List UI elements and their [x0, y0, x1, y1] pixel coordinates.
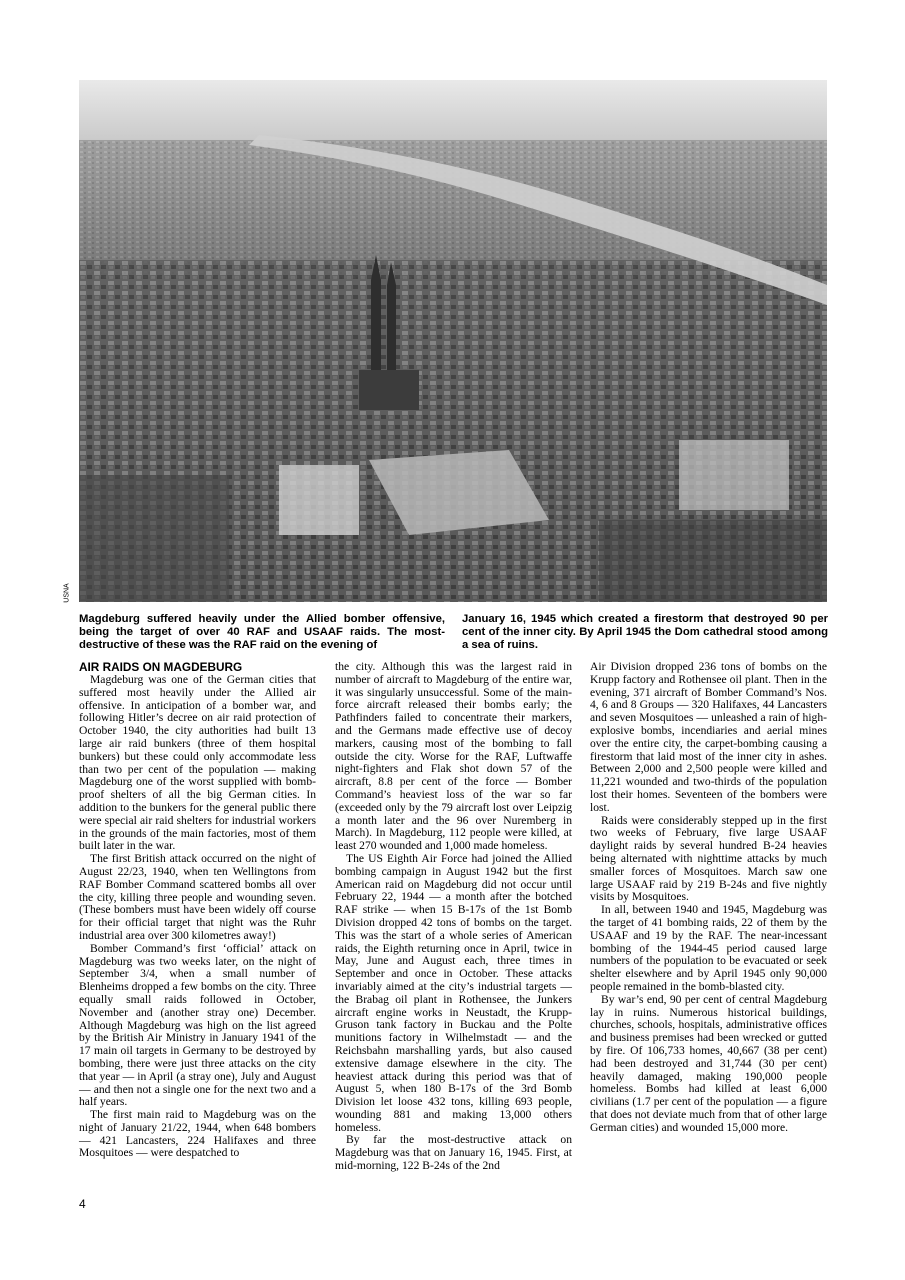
- photo-credit-text: USNA: [63, 583, 71, 603]
- paragraph: In all, between 1940 and 1945, Magdeburg was the target of 41 bombing raids, 22 of them by the USAAF and 19 by the RAF. The near-incessant bombing of the 1944-45 period caused large numbers of the population to be evacuated or seek shelter elsewhere and by April 1945 only 90,000 people remained in the bomb-blasted city.: [590, 903, 827, 993]
- paragraph: the city. Although this was the largest raid in number of aircraft to Magdeburg of the entire war, it was singularly unsuccessful. Some of the main-force aircraft released their bombs early; the Pathfinders failed to concentrate their markers, and the Germans made effective use of decoy markers, causing most of the bombing to fall outside the city. Worse for the RAF, Luftwaffe night-fighters and Flak shot down 57 of the aircraft, 8.8 per cent of the force — Bomber Command’s heaviest loss of the war so far (exceeded only by the 79 aircraft lost over Leipzig a month later and the 96 over Nuremberg in March). In Magdeburg, 112 people were killed, at least 270 wounded and 1,000 made homeless.: [335, 660, 572, 853]
- photo-credit: [60, 583, 74, 603]
- article-column-2: [335, 661, 572, 1173]
- photo-illustration: [79, 80, 827, 602]
- page-number: 4: [79, 1197, 86, 1211]
- photo-caption-part-1: Magdeburg suffered heavily under the Allied bomber offensive, being the target of over 40 RAF and USAAF raids. The most-destructive of these was the RAF raid on the evening of: [79, 613, 445, 652]
- paragraph: Magdeburg was one of the German cities that suffered most heavily under the Allied air offensive. In anticipation of a bomber war, and following Hitler’s decree on air raid protection of October 1940, the city authorities had built 13 large air raid bunkers (three of them hospital bunkers) but these could only accommodate less than two per cent of the population — making Magdeburg one of the worst supplied with bomb-proof shelters of all the big German cities. In addition to the bunkers for the general public there were special air raid shelters for industrial workers in the grounds of the main factories, most of them built later in the war.: [79, 673, 316, 853]
- paragraph: Raids were considerably stepped up in the first two weeks of February, five large USAAF daylight raids by several hundred B-24 heavies being alternated with nighttime attacks by much smaller forces of Mosquitoes. March saw one large USAAF raid by 219 B-24s and five nightly visits by Mosquitoes.: [590, 813, 827, 904]
- paragraph: Bomber Command’s first ‘official’ attack on Magdeburg was two weeks later, on the night of September 3/4, when a small number of Blenheims dropped a few bombs on the city. Three equally small raids followed in October, November and (another stray one) December. Although Magdeburg was high on the list agreed by the British Air Ministry in January 1941 of the 17 main oil targets in Germany to be destroyed by bombing, there were just three attacks on the city that year — in April (a stray one), July and August — and then not a single one for the next two and a half years.: [79, 941, 316, 1109]
- paragraph: The first British attack occurred on the night of August 22/23, 1940, when ten Wellingtons from RAF Bomber Command scattered bombs all over the city, killing three people and wounding seven. (These bombers must have been widely off course for their official target that night was the Ruhr industrial area over 300 kilometres away!): [79, 852, 316, 942]
- photo-caption-part-2: January 16, 1945 which created a firestorm that destroyed 90 per cent of the inner city. By April 1945 the Dom cathedral stood among a sea of ruins.: [462, 613, 828, 652]
- paragraph: Air Division dropped 236 tons of bombs on the Krupp factory and Rothensee oil plant. Then in the evening, 371 aircraft of Bomber Command’s Nos. 4, 6 and 8 Groups — 320 Halifaxes, 44 Lancasters and seven Mosquitoes — unleashed a rain of high-explosive bombs, incendiaries and aerial mines over the entire city, the carpet-bombing causing a firestorm that laid most of the inner city in ashes. Between 2,000 and 2,500 people were killed and 11,221 wounded and two-thirds of the population lost their homes. Seventeen of the bombers were lost.: [590, 660, 827, 814]
- article-column-3: [590, 661, 827, 1134]
- paragraph: The first main raid to Magdeburg was on the night of January 21/22, 1944, when 648 bombers — 421 Lancasters, 224 Halifaxes and three Mosquitoes — were despatched to: [79, 1108, 316, 1160]
- article-column-1: [79, 661, 316, 1160]
- section-heading: AIR RAIDS ON MAGDEBURG: [79, 660, 243, 674]
- paragraph: The US Eighth Air Force had joined the Allied bombing campaign in August 1942 but the first American raid on Magdeburg did not occur until February 22, 1944 — a month after the botched RAF strike — when 15 B-17s of the 1st Bomb Division dropped 42 tons of bombs on the target. This was the start of a whole series of American raids, the Eighth returning once in April, twice in May, June and August each, three times in September and once in October. These attacks invariably aimed at the city’s industrial targets — the Brabag oil plant in Rothensee, the Junkers aircraft engine works in Neustadt, the Krupp-Gruson tank factory in Buckau and the Polte munitions factory in Wilhelmstadt — and the Reichsbahn marshalling yards, but also caused extensive damage elsewhere in the city. The heaviest attack during this period was that of August 5, when 180 B-17s of the 3rd Bomb Division let loose 432 tons, killing 693 people, wounding 881 and making 13,000 others homeless.: [335, 851, 572, 1134]
- paragraph: By far the most-destructive attack on Magdeburg was that on January 16, 1945. First, at mid-morning, 122 B-24s of the 2nd: [335, 1133, 572, 1173]
- paragraph: By war’s end, 90 per cent of central Magdeburg lay in ruins. Numerous historical buildings, churches, schools, hospitals, administrative offices and business premises had been wrecked or gutted by fire. Of 106,733 homes, 40,667 (38 per cent) had been destroyed and 31,744 (30 per cent) heavily damaged, making 190,000 people homeless. Bombs had killed at least 6,000 civilians (1.7 per cent of the population — a figure that does not deviate much from that of other large German cities) and wounded 15,000 more.: [590, 992, 827, 1134]
- aerial-photo-magdeburg: [79, 80, 827, 602]
